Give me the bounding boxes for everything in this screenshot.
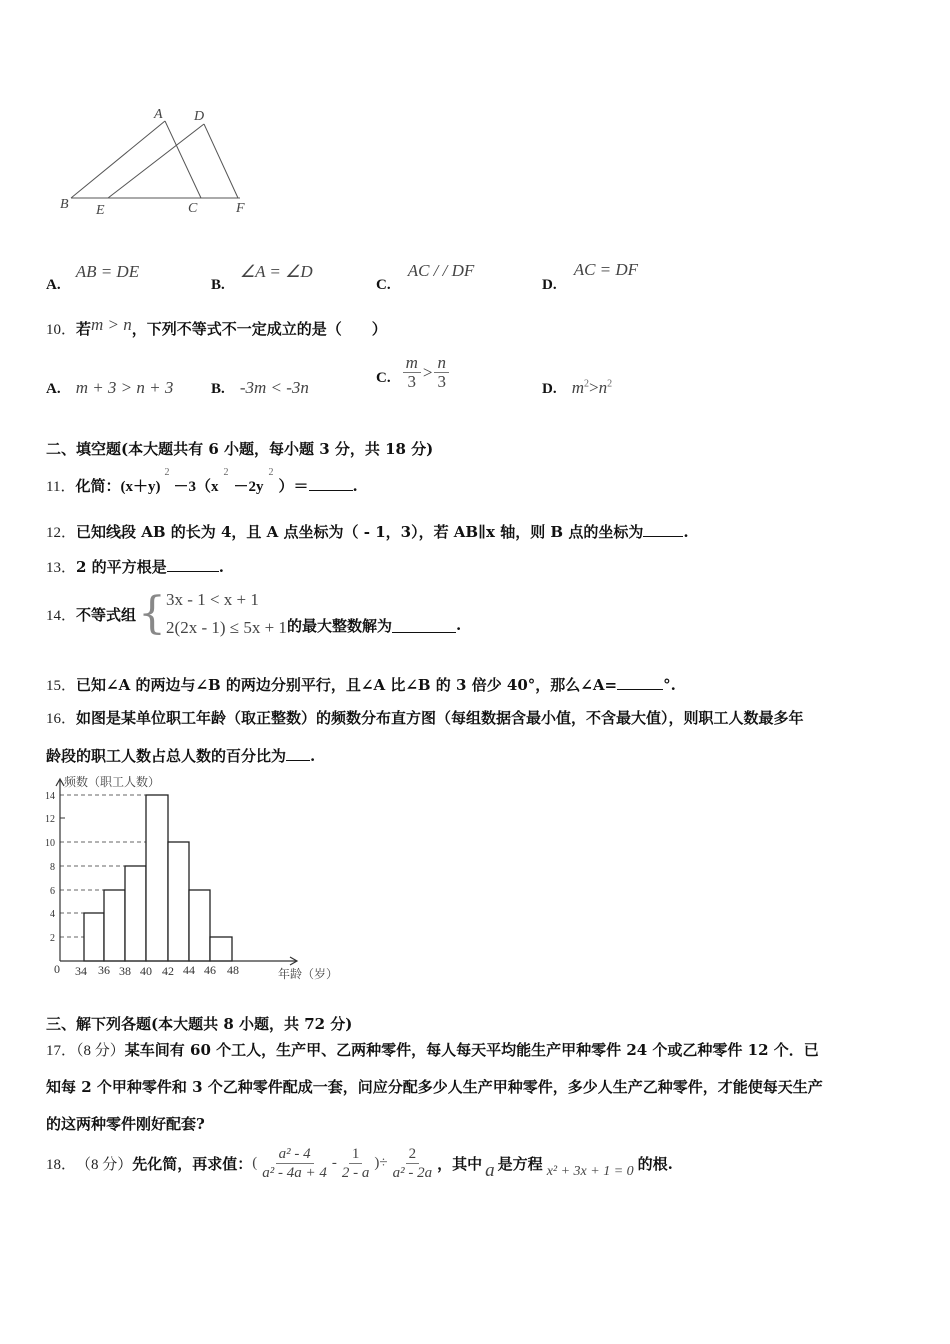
q16-text: 龄段的职工人数占总人数的百分比为	[46, 747, 287, 765]
q11	[46, 467, 358, 496]
option-letter: C.	[376, 370, 391, 386]
q10-prefix: 若	[76, 320, 92, 338]
inequality-2: 2(2x - 1) ≤ 5x + 1	[166, 618, 287, 637]
denominator: 3	[407, 372, 416, 391]
label-F: F	[236, 201, 245, 216]
bar-46-48	[210, 937, 232, 961]
option-letter: D.	[542, 277, 557, 293]
q14-suffix: .	[455, 616, 462, 634]
question-number: 16．	[46, 711, 77, 727]
operator: >	[588, 378, 599, 397]
option-letter: C.	[376, 277, 391, 293]
q11-prefix: 化简：	[75, 477, 121, 495]
histogram-bars	[84, 795, 232, 961]
answer-blank[interactable]	[617, 675, 663, 690]
q17-text: 知每 2 个甲种零件和 3 个乙种零件配成一套，问应分配多少人生产甲种零件，多少人生产乙种零件，才能使每天生产	[46, 1078, 823, 1096]
x-tick-48: 48	[227, 963, 239, 977]
q12-suffix: .	[683, 523, 689, 541]
q11-expr-part: ）＝	[278, 477, 309, 495]
q9-option-a	[46, 262, 140, 293]
option-expr: -3m < -3n	[239, 378, 309, 397]
score: （8 分）	[76, 1157, 133, 1173]
q15	[46, 674, 676, 695]
q12-text: 已知线段 AB 的长为 4，且 A 点坐标为（ - 1，3），若 AB∥x 轴，则 B 点的坐标为	[76, 523, 644, 541]
option-expr: AC / / DF	[407, 261, 475, 280]
bar-40-42	[146, 795, 168, 961]
q9-option-c	[376, 261, 475, 293]
x-tick-44: 44	[183, 963, 195, 977]
q18-text: 是方程	[497, 1155, 543, 1173]
q16-line2	[46, 745, 315, 766]
q18-prefix: 先化简，再求值：	[132, 1155, 253, 1173]
numerator: a² - 4	[276, 1145, 314, 1164]
denominator: a² - 2a	[392, 1165, 433, 1181]
q14-text: 的最大整数解为	[286, 616, 392, 635]
exponent: 2	[223, 467, 229, 478]
option-expr: AB = DE	[75, 262, 140, 281]
question-number: 12．	[46, 525, 77, 541]
numerator: n	[434, 354, 449, 373]
answer-blank[interactable]	[309, 476, 353, 491]
q13	[46, 556, 224, 577]
q10-option-d	[542, 378, 612, 398]
y-tick-12: 12	[45, 814, 55, 825]
bar-44-46	[189, 890, 210, 961]
option-expr: AC = DF	[573, 260, 639, 279]
triangle-figure	[55, 100, 265, 220]
bar-34-36	[84, 913, 104, 961]
operator: -	[331, 1155, 337, 1171]
denominator: 3	[437, 372, 446, 391]
q9-option-d	[542, 260, 639, 293]
exponent: 2	[268, 467, 274, 478]
paren-open: (	[252, 1155, 258, 1171]
x-axis-label: 年龄（岁）	[278, 967, 339, 981]
x-tick-38: 38	[119, 964, 131, 978]
question-number: 13．	[46, 560, 77, 576]
base: m	[571, 378, 584, 397]
q11-suffix: .	[352, 477, 358, 495]
q18-suffix: 的根.	[637, 1155, 673, 1173]
bar-36-38	[104, 890, 125, 961]
q10-option-b	[211, 378, 309, 398]
q17-text: 的这两种零件刚好配套?	[46, 1115, 205, 1133]
operator: >	[422, 362, 433, 382]
denominator: a² - 4a + 4	[262, 1165, 327, 1181]
numerator: 2	[406, 1145, 420, 1164]
q11-expr-part: －3（x	[173, 479, 219, 495]
y-tick-2: 2	[50, 933, 55, 944]
answer-blank[interactable]	[643, 522, 683, 537]
q14-prefix: 不等式组	[76, 605, 137, 624]
q10-option-c	[376, 354, 451, 391]
answer-blank[interactable]	[167, 557, 219, 572]
fraction-2	[339, 1145, 373, 1182]
section-3-title: 三、解下列各题(本大题共 8 小题，共 72 分)	[46, 1015, 353, 1033]
q10-option-a	[46, 378, 173, 398]
bar-42-44	[168, 842, 189, 961]
answer-blank[interactable]	[286, 746, 310, 761]
question-number: 15．	[46, 678, 77, 694]
label-B: B	[60, 197, 69, 212]
label-A: A	[154, 107, 163, 122]
paren-close: )	[374, 1155, 380, 1171]
option-expr: m + 3 > n + 3	[75, 378, 174, 397]
q15-suffix: °.	[663, 676, 676, 694]
y-tick-14: 14	[45, 791, 55, 802]
x-tick-0: 0	[54, 962, 60, 976]
base: n	[598, 378, 608, 397]
question-number: 17．	[46, 1043, 77, 1059]
variable-a: a	[485, 1159, 495, 1181]
y-tick-10: 10	[45, 838, 55, 849]
option-letter: B.	[211, 381, 225, 397]
option-letter: B.	[211, 277, 225, 293]
fraction-n-3	[434, 354, 449, 391]
numerator: 1	[349, 1145, 363, 1164]
q17-text: 某车间有 60 个工人，生产甲、乙两种零件，每人每天平均能生产甲种零件 24 个或乙种零件 12 个．已	[124, 1041, 819, 1059]
question-number: 10．	[46, 322, 77, 338]
inequality-system	[166, 586, 287, 642]
q14	[46, 586, 461, 642]
label-E: E	[96, 203, 105, 218]
equation: x² + 3x + 1 = 0	[546, 1163, 634, 1179]
answer-blank[interactable]	[392, 618, 456, 633]
option-letter: A.	[46, 381, 61, 397]
q18	[46, 1145, 673, 1182]
numerator: m	[403, 354, 421, 373]
q10-condition: m > n	[91, 315, 132, 334]
fraction-m-3	[403, 354, 421, 391]
x-tick-42: 42	[162, 964, 174, 978]
question-number: 18．	[46, 1157, 77, 1173]
q12	[46, 521, 689, 542]
q15-text: 已知∠A 的两边与∠B 的两边分别平行，且∠A 比∠B 的 3 倍少 40°，那么∠A=	[76, 676, 618, 694]
score: （8 分）	[76, 1043, 125, 1059]
label-D: D	[194, 109, 205, 124]
y-tick-8: 8	[50, 862, 55, 873]
q17-line2	[46, 1076, 823, 1097]
bar-38-40	[125, 866, 146, 961]
exponent: 2	[583, 378, 589, 390]
histogram-chart	[40, 770, 350, 985]
x-tick-40: 40	[140, 964, 152, 978]
q13-suffix: .	[218, 558, 224, 576]
q17-line3	[46, 1113, 205, 1134]
q16-line1	[46, 707, 804, 728]
q17-line1	[46, 1039, 819, 1060]
operator: ÷	[379, 1155, 388, 1171]
label-C: C	[188, 201, 198, 216]
q16-text: 如图是某单位职工年龄（取正整数）的频数分布直方图（每组数据含最小值，不含最大值），则职工人数最多年	[76, 709, 804, 727]
q18-text: ，其中	[437, 1155, 483, 1173]
question-number: 11．	[46, 479, 76, 495]
denominator: 2 - a	[341, 1165, 370, 1181]
fraction-3	[390, 1145, 436, 1182]
y-tick-6: 6	[50, 886, 55, 897]
x-tick-36: 36	[98, 963, 110, 977]
x-tick-34: 34	[75, 964, 87, 978]
exponent: 2	[607, 378, 613, 390]
section-2-title: 二、填空题(本大题共有 6 小题，每小题 3 分，共 18 分)	[46, 440, 434, 458]
q10-stem	[46, 315, 387, 339]
inequality-1: 3x - 1 < x + 1	[166, 590, 259, 609]
brace-icon: {	[138, 588, 167, 639]
exponent: 2	[164, 467, 170, 478]
q16-suffix: .	[310, 747, 316, 765]
option-expr: ∠A = ∠D	[239, 262, 313, 281]
q11-expr-part: (x＋y)	[120, 479, 161, 495]
x-tick-46: 46	[204, 963, 216, 977]
fraction-1	[259, 1145, 330, 1182]
q11-expr-part: －2y	[233, 479, 264, 495]
q9-option-b	[211, 262, 313, 293]
q13-text: 2 的平方根是	[76, 558, 167, 576]
y-axis-label: 频数（职工人数）	[64, 775, 161, 789]
q10-text: ，下列不等式不一定成立的是（ ）	[131, 320, 387, 338]
option-letter: A.	[46, 277, 61, 293]
question-number: 14．	[46, 607, 77, 624]
option-letter: D.	[542, 381, 557, 397]
y-tick-4: 4	[50, 909, 55, 920]
